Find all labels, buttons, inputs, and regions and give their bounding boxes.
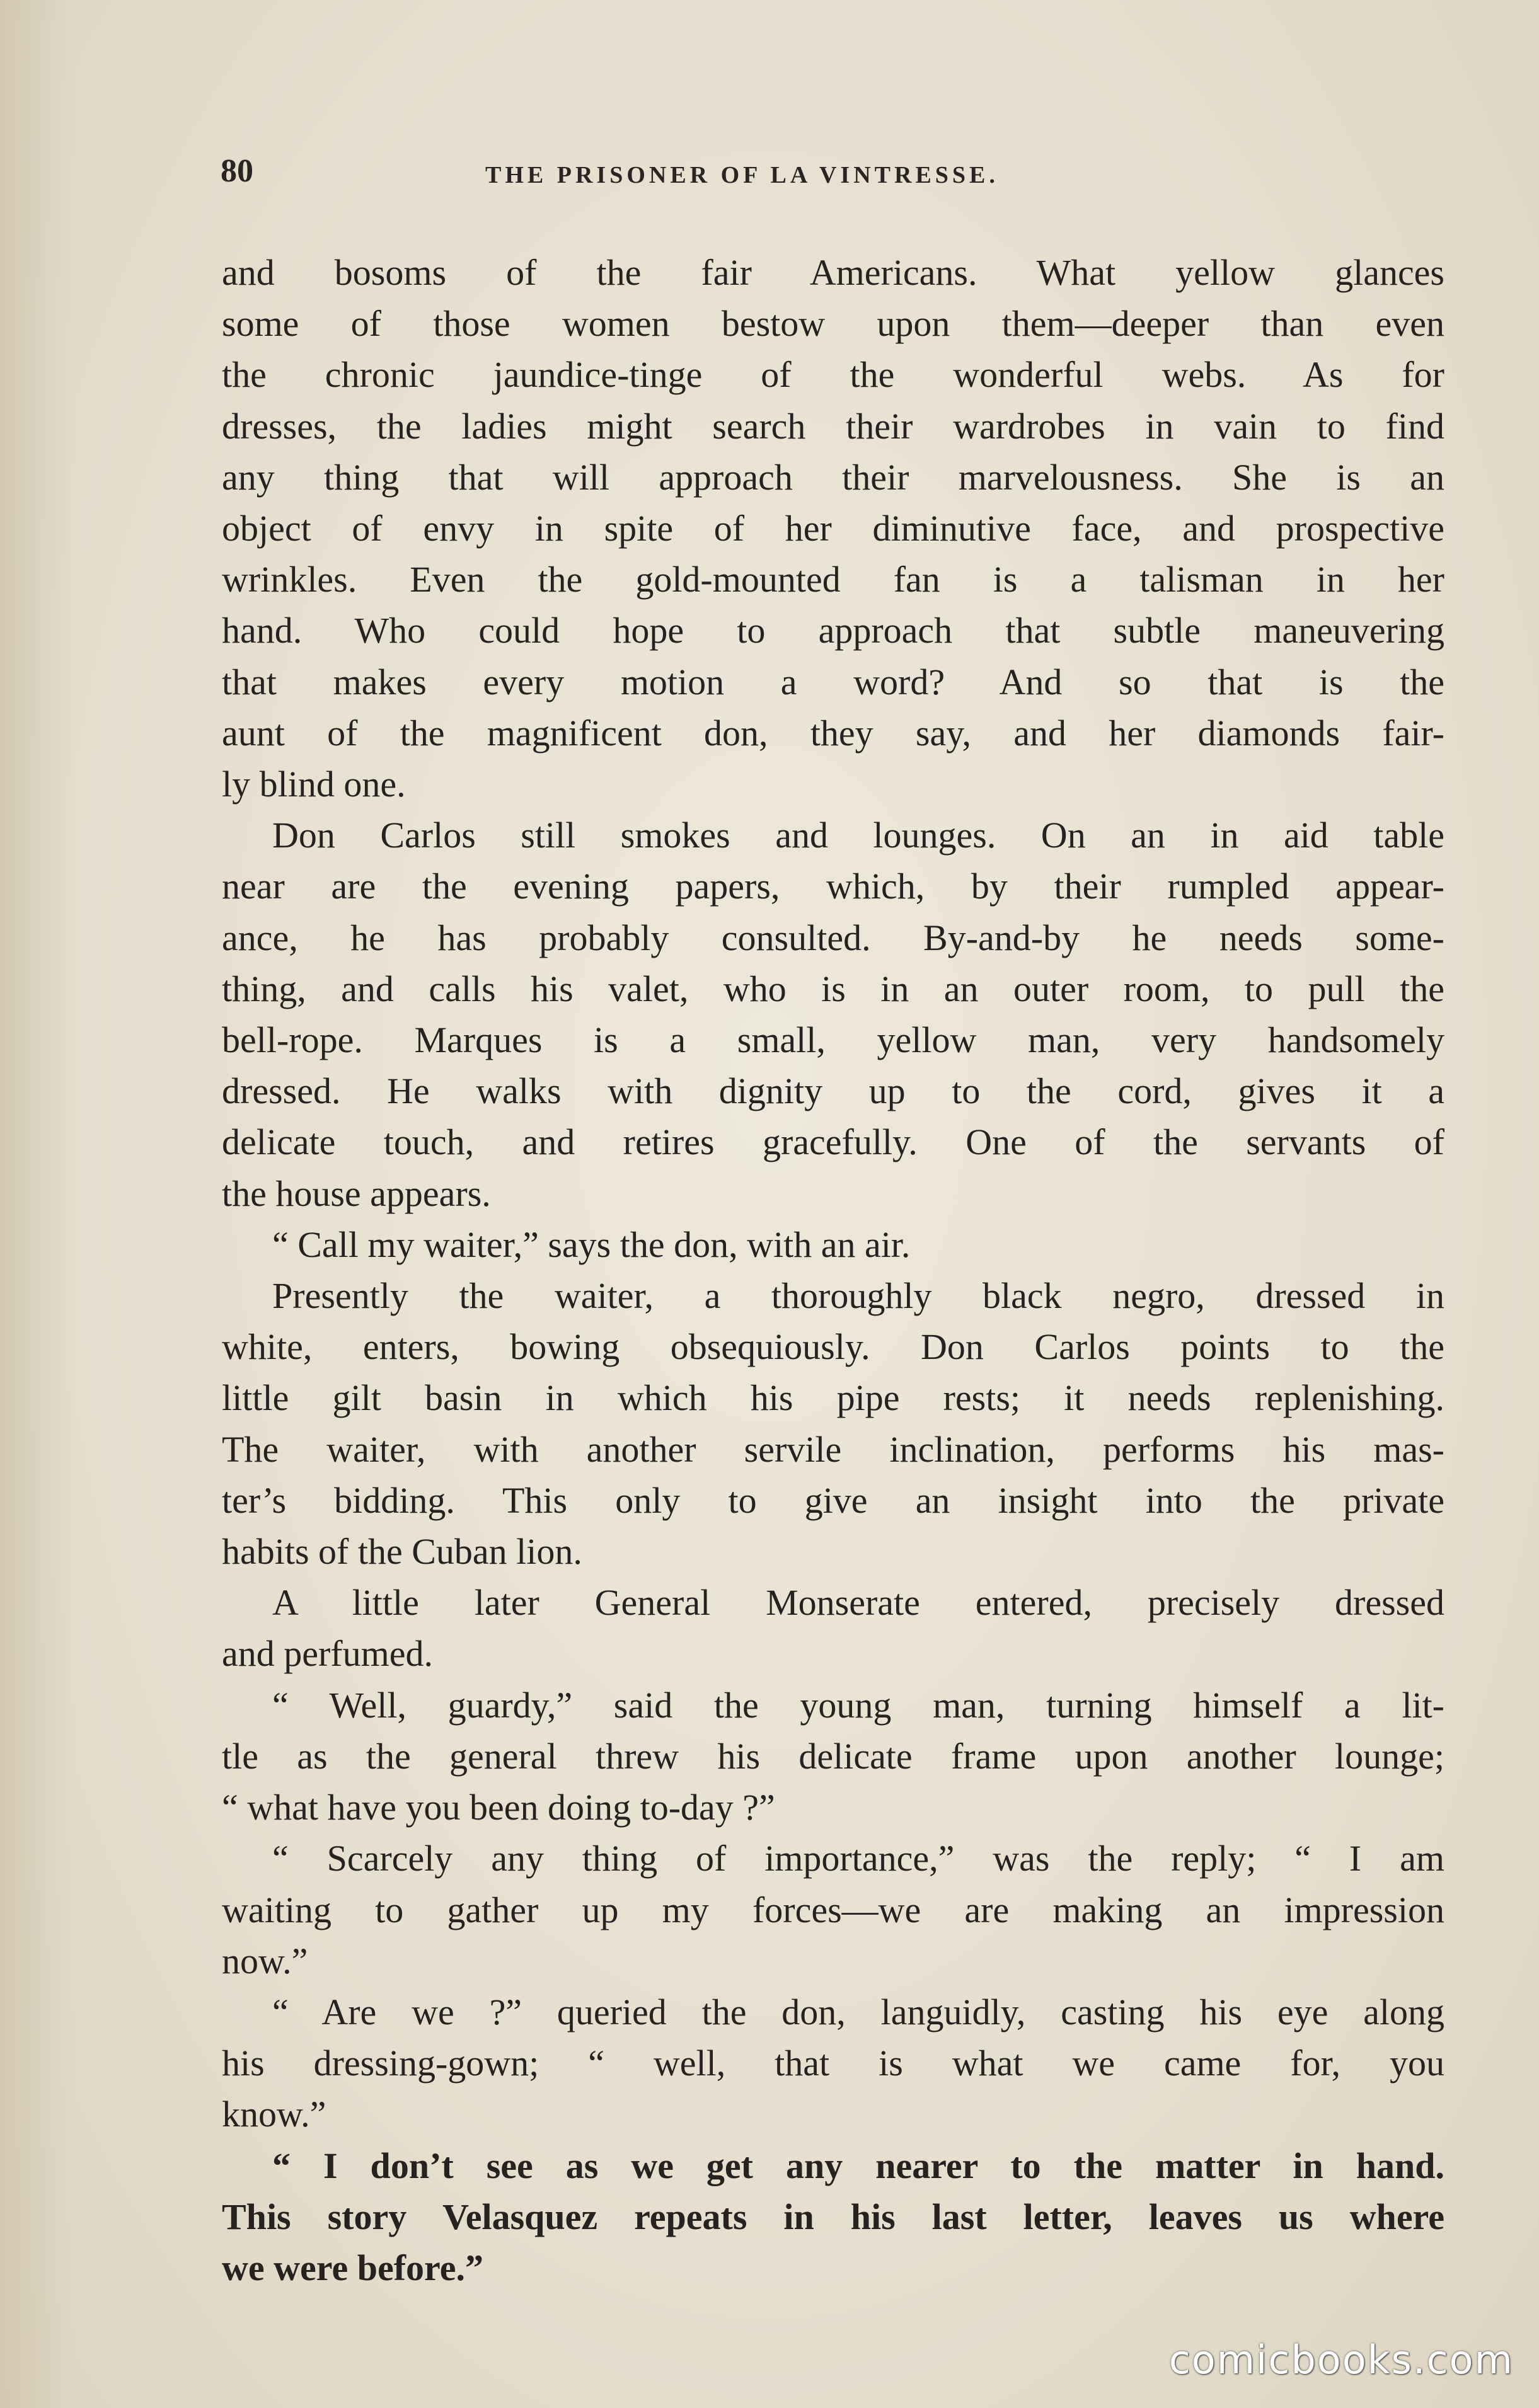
text-line: some of those women bestow upon them—deeper than even	[222, 303, 1444, 345]
text-line: near are the evening papers, which, by their rumpled appear-	[222, 866, 1444, 907]
text-line: “ I don’t see as we get any nearer to the matter in hand.	[272, 2145, 1444, 2186]
text-line: little gilt basin in which his pipe rests; it needs replenishing.	[222, 1377, 1444, 1419]
text-line: “ Call my waiter,” says the don, with an air.	[272, 1224, 911, 1265]
text-line: ance, he has probably consulted. By-and-by he needs some-	[222, 917, 1444, 958]
text-line: The waiter, with another servile inclination, performs his mas-	[222, 1428, 1444, 1470]
watermark: comicbooks.com	[1168, 2337, 1514, 2383]
text-line: A little later General Monserate entered, precisely dressed	[272, 1582, 1444, 1624]
text-line: delicate touch, and retires gracefully. One of the servants of	[222, 1121, 1444, 1163]
text-line: Don Carlos still smokes and lounges. On an in aid table	[272, 815, 1444, 856]
text-line: “ what have you been doing to-day ?”	[222, 1787, 775, 1828]
text-line: This story Velasquez repeats in his last letter, leaves us where	[222, 2196, 1444, 2237]
text-line: his dressing-gown; “ well, that is what we came for, you	[222, 2043, 1444, 2084]
text-line: object of envy in spite of her diminutive face, and prospective	[222, 508, 1444, 549]
text-line: waiting to gather up my forces—we are making an impression	[222, 1889, 1444, 1930]
running-title: THE PRISONER OF LA VINTRESSE.	[485, 162, 999, 188]
text-line: aunt of the magnificent don, they say, and her diamonds fair-	[222, 712, 1444, 754]
text-line: and bosoms of the fair Americans. What yellow glances	[222, 252, 1444, 293]
text-line: Presently the waiter, a thoroughly black negro, dressed in	[272, 1275, 1444, 1317]
text-line: thing, and calls his valet, who is in an outer room, to pull the	[222, 968, 1444, 1009]
text-line: and perfumed.	[222, 1633, 433, 1675]
text-line: the chronic jaundice-tinge of the wonderful webs. As for	[222, 354, 1444, 396]
text-line: white, enters, bowing obsequiously. Don Carlos points to the	[222, 1326, 1444, 1368]
body-text	[222, 247, 1444, 2293]
text-line: tle as the general threw his delicate frame upon another lounge;	[222, 1735, 1444, 1777]
text-line: now.”	[222, 1940, 308, 1981]
text-line: dressed. He walks with dignity up to the cord, gives it a	[222, 1070, 1444, 1112]
text-line: “ Well, guardy,” said the young man, turning himself a lit-	[272, 1684, 1444, 1726]
text-line: the house appears.	[222, 1172, 491, 1214]
text-line: wrinkles. Even the gold-mounted fan is a talisman in her	[222, 559, 1444, 600]
page-number: 80	[221, 153, 253, 189]
text-line: dresses, the ladies might search their wardrobes in vain to find	[222, 405, 1444, 447]
text-line: bell-rope. Marques is a small, yellow man, very handsomely	[222, 1019, 1444, 1061]
text-line: hand. Who could hope to approach that subtle maneuvering	[222, 610, 1444, 651]
text-line: that makes every motion a word? And so that is the	[222, 661, 1444, 702]
text-line: “ Are we ?” queried the don, languidly, casting his eye along	[272, 1991, 1444, 2032]
text-line: we were before.”	[222, 2247, 483, 2288]
text-line: “ Scarcely any thing of importance,” was the reply; “ I am	[272, 1838, 1444, 1879]
text-line: ter’s bidding. This only to give an insight into the private	[222, 1479, 1444, 1521]
text-line: ly blind one.	[222, 764, 406, 805]
text-line: know.”	[222, 2094, 326, 2135]
page-header	[221, 152, 1450, 197]
text-line: any thing that will approach their marvelousness. She is an	[222, 456, 1444, 498]
text-line: habits of the Cuban lion.	[222, 1531, 582, 1573]
spine-shadow	[0, 0, 76, 2408]
